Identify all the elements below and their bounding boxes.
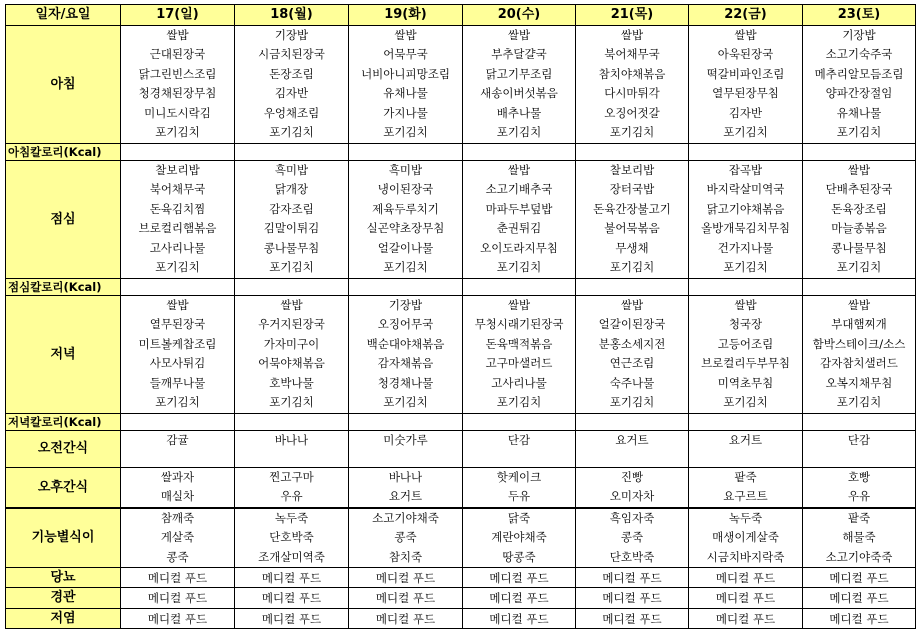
diabetes-cell: 메디컬 푸드 — [349, 568, 463, 588]
menu-item: 냉이된장국 — [377, 182, 434, 197]
menu-item: 가지나물 — [383, 105, 428, 120]
menu-item: 바나나 — [274, 433, 309, 447]
menu-item: 포기김치 — [836, 260, 882, 275]
menu-item: 쌀밥 — [847, 298, 871, 312]
am_snack-cell — [349, 431, 463, 468]
menu-item: 청국장 — [728, 317, 763, 332]
diabetes-cell: 메디컬 푸드 — [803, 568, 916, 588]
calorie-cell — [349, 144, 463, 161]
am-snack-label: 오전간식 — [6, 431, 121, 468]
menu-item: 돈육장조림 — [831, 201, 887, 216]
menu-item: 팥죽 — [734, 470, 757, 484]
menu-item: 청경채나물 — [377, 375, 434, 390]
menu-item: 쌀밥 — [734, 28, 757, 42]
breakfast-calorie-row — [6, 144, 916, 161]
menu-item: 단호박죽 — [609, 549, 655, 564]
menu-item: 사모사튀김 — [149, 356, 206, 371]
menu-item: 포기김치 — [609, 395, 655, 410]
menu-item: 요구르트 — [723, 489, 768, 504]
calorie-cell — [235, 144, 349, 161]
pm-snack-row — [6, 468, 916, 508]
menu-item: 요거트 — [388, 489, 423, 504]
menu-item: 고등어조림 — [717, 336, 774, 351]
header-row — [6, 5, 916, 26]
menu-item: 실곤약초장무침 — [366, 221, 445, 236]
menu-item: 분홍소세지전 — [598, 336, 666, 351]
menu-item: 팥죽 — [847, 510, 871, 525]
am_snack-cell — [803, 431, 916, 468]
menu-item: 콩죽 — [166, 549, 189, 564]
menu-item: 부추달걀국 — [491, 47, 547, 62]
calorie-cell — [803, 414, 916, 431]
menu-item: 매실차 — [160, 489, 195, 504]
calorie-cell — [803, 279, 916, 296]
menu-item: 돈장조림 — [269, 66, 314, 81]
menu-item: 닭고기야채볶음 — [706, 201, 785, 216]
special-cell — [121, 508, 235, 568]
pm-snack-label: 오후간식 — [6, 468, 121, 508]
menu-item: 가자미구이 — [263, 336, 320, 351]
menu-item: 고사리나물 — [491, 375, 547, 390]
menu-item: 아욱된장국 — [717, 47, 774, 62]
special-cell — [803, 508, 916, 568]
low_salt-cell: 메디컬 푸드 — [349, 608, 463, 628]
menu-item: 들깨무나물 — [149, 375, 206, 390]
menu-item: 김말이튀김 — [263, 221, 320, 236]
menu-item: 기장밥 — [274, 28, 309, 42]
pm_snack-cell — [689, 468, 803, 508]
menu-item: 얼갈이된장국 — [598, 317, 666, 332]
special-cell — [689, 508, 803, 568]
tube-cell: 메디컬 푸드 — [803, 588, 916, 608]
menu-item: 포기김치 — [155, 125, 200, 140]
menu-item: 소고기야채죽 — [372, 510, 439, 525]
header-corner: 일자/요일 — [6, 5, 121, 26]
menu-item: 무생채 — [615, 240, 649, 255]
menu-item: 녹두죽 — [728, 510, 763, 525]
dinner-cell — [349, 296, 463, 414]
menu-item: 쌀과자 — [160, 470, 195, 484]
menu-item: 새송이버섯볶음 — [480, 86, 558, 101]
menu-item: 참깨죽 — [160, 510, 195, 525]
lunch-cell — [349, 161, 463, 279]
menu-item: 두유 — [507, 489, 531, 504]
menu-item: 쌀밥 — [394, 28, 417, 42]
menu-item: 감자참치샐러드 — [820, 356, 898, 371]
pm_snack-cell — [576, 468, 689, 508]
menu-item: 김자반 — [728, 105, 763, 120]
menu-item: 고구마샐러드 — [485, 356, 553, 371]
breakfast-calorie-label: 아침칼로리(Kcal) — [6, 144, 121, 161]
menu-item: 소고기야죽죽 — [825, 549, 893, 564]
dinner-calorie-row — [6, 414, 916, 431]
menu-item: 포기김치 — [383, 260, 428, 275]
menu-item: 오이도라지무침 — [480, 240, 558, 255]
lunch-cell — [576, 161, 689, 279]
menu-item: 참치야채볶음 — [598, 66, 666, 81]
low_salt-cell: 메디컬 푸드 — [803, 608, 916, 628]
breakfast-label: 아침 — [6, 26, 121, 144]
menu-item: 떡갈비파인조림 — [706, 66, 785, 81]
calorie-cell — [235, 414, 349, 431]
menu-item: 바지락살미역국 — [706, 182, 785, 197]
menu-item: 포기김치 — [723, 395, 768, 410]
breakfast-cell — [349, 26, 463, 144]
special-cell — [349, 508, 463, 568]
menu-item: 계란야채죽 — [491, 530, 547, 545]
menu-item: 미니도시락김 — [144, 105, 211, 120]
menu-item: 열무된장국 — [149, 317, 206, 332]
menu-item: 쌀밥 — [507, 28, 531, 42]
menu-item: 호박나물 — [269, 375, 314, 390]
menu-item: 북어채무국 — [604, 47, 660, 62]
low_salt-cell: 메디컬 푸드 — [576, 608, 689, 628]
calorie-cell — [463, 144, 576, 161]
menu-item: 요거트 — [728, 433, 763, 447]
menu-item: 불어묵볶음 — [604, 221, 660, 236]
breakfast-cell — [689, 26, 803, 144]
dinner-cell — [463, 296, 576, 414]
tube-feeding-label: 경관 — [6, 588, 121, 608]
menu-item: 시금치바지락죽 — [706, 549, 785, 564]
menu-item: 단감 — [507, 433, 531, 447]
menu-item: 얼갈이나물 — [377, 240, 434, 255]
menu-item: 흑미밥 — [388, 163, 423, 177]
lunch-label: 점심 — [6, 161, 121, 279]
diabetes-cell: 메디컬 푸드 — [689, 568, 803, 588]
menu-item: 오복지채무침 — [825, 375, 893, 390]
calorie-cell — [121, 414, 235, 431]
lunch-row — [6, 161, 916, 279]
menu-item: 조개살미역죽 — [258, 549, 325, 564]
pm_snack-cell — [349, 468, 463, 508]
menu-item: 건가지나물 — [717, 240, 774, 255]
menu-item: 브로컬리두부무침 — [701, 356, 790, 371]
menu-item: 오징어무국 — [377, 317, 434, 332]
menu-item: 포기김치 — [836, 395, 882, 410]
special-cell — [235, 508, 349, 568]
lunch-calorie-label: 점심칼로리(Kcal) — [6, 279, 121, 296]
menu-item: 열무된장무침 — [712, 86, 779, 101]
menu-item: 장터국밥 — [609, 182, 655, 197]
menu-item: 단감 — [847, 433, 871, 447]
menu-item: 흑미밥 — [274, 163, 309, 177]
dinner-cell — [689, 296, 803, 414]
menu-item: 닭개장 — [274, 182, 309, 197]
menu-item: 포기김치 — [269, 395, 314, 410]
calorie-cell — [689, 144, 803, 161]
calorie-cell — [121, 279, 235, 296]
dinner-cell — [235, 296, 349, 414]
menu-item: 무청시래기된장국 — [474, 317, 564, 332]
low_salt-cell: 메디컬 푸드 — [121, 608, 235, 628]
menu-item: 포기김치 — [155, 260, 200, 275]
menu-item: 소고기배추국 — [485, 182, 553, 197]
low_salt-cell: 메디컬 푸드 — [235, 608, 349, 628]
calorie-cell — [576, 144, 689, 161]
menu-item: 춘권튀김 — [496, 221, 542, 236]
menu-item: 포기김치 — [383, 125, 428, 140]
diabetes-cell: 메디컬 푸드 — [121, 568, 235, 588]
menu-item: 양파간장절임 — [825, 86, 893, 101]
day-header: 18(월) — [235, 5, 349, 26]
menu-item: 콩나물무침 — [831, 240, 887, 255]
menu-item: 매생이게살죽 — [712, 530, 779, 545]
diabetes-cell: 메디컬 푸드 — [463, 568, 576, 588]
menu-item: 단호박죽 — [269, 530, 314, 545]
menu-item: 포기김치 — [723, 260, 768, 275]
menu-item: 유채나물 — [383, 86, 428, 101]
menu-item: 근대된장국 — [149, 47, 206, 62]
menu-item: 메추리알모듬조림 — [814, 66, 904, 81]
menu-item: 쌀밥 — [734, 298, 757, 312]
menu-item: 쌀밥 — [280, 298, 303, 312]
menu-item: 돈육간장불고기 — [593, 201, 671, 216]
menu-item: 포기김치 — [155, 395, 200, 410]
day-header: 23(토) — [803, 5, 916, 26]
am_snack-cell — [576, 431, 689, 468]
dinner-cell — [803, 296, 916, 414]
menu-item: 유채나물 — [836, 105, 882, 120]
calorie-cell — [235, 279, 349, 296]
calorie-cell — [803, 144, 916, 161]
am_snack-cell — [463, 431, 576, 468]
breakfast-cell — [463, 26, 576, 144]
menu-item: 부대햄찌개 — [831, 317, 887, 332]
low_salt-cell: 메디컬 푸드 — [689, 608, 803, 628]
menu-item: 핫케이크 — [496, 470, 542, 484]
menu-item: 고사리나물 — [149, 240, 206, 255]
menu-item: 포기김치 — [609, 125, 655, 140]
menu-item: 포기김치 — [383, 395, 428, 410]
weekly-meal-table — [5, 4, 916, 629]
menu-item: 마파두부덮밥 — [485, 201, 553, 216]
menu-item: 기장밥 — [388, 298, 423, 312]
menu-item: 포기김치 — [269, 260, 314, 275]
menu-item: 콩죽 — [394, 530, 417, 545]
menu-item: 게살죽 — [160, 530, 195, 545]
menu-item: 단배추된장국 — [825, 182, 893, 197]
menu-item: 요거트 — [615, 433, 649, 447]
breakfast-cell — [576, 26, 689, 144]
low_salt-cell: 메디컬 푸드 — [463, 608, 576, 628]
menu-item: 브로컬리햄볶음 — [138, 221, 217, 236]
menu-item: 다시마튀각 — [604, 86, 660, 101]
menu-item: 흑임자죽 — [609, 510, 655, 525]
menu-item: 배추나물 — [496, 105, 542, 120]
menu-item: 돈육김치찜 — [149, 201, 206, 216]
special-cell — [463, 508, 576, 568]
menu-item: 포기김치 — [496, 260, 542, 275]
breakfast-cell — [235, 26, 349, 144]
dinner-label: 저녁 — [6, 296, 121, 414]
menu-item: 쌀밥 — [507, 163, 531, 177]
menu-item: 시금치된장국 — [258, 47, 325, 62]
menu-item: 닭그린빈스조림 — [138, 66, 217, 81]
menu-item: 함박스테이크/소스 — [812, 336, 906, 351]
menu-item: 미트볼케찹조림 — [138, 336, 217, 351]
day-header: 17(일) — [121, 5, 235, 26]
calorie-cell — [689, 414, 803, 431]
menu-item: 호빵 — [847, 470, 871, 484]
pm_snack-cell — [235, 468, 349, 508]
menu-item: 미역초무침 — [717, 375, 774, 390]
day-header: 22(금) — [689, 5, 803, 26]
menu-item: 쌀밥 — [620, 28, 644, 42]
menu-item: 바나나 — [388, 470, 423, 484]
am_snack-cell — [689, 431, 803, 468]
calorie-cell — [576, 414, 689, 431]
am_snack-cell — [121, 431, 235, 468]
diabetes-cell: 메디컬 푸드 — [235, 568, 349, 588]
low-salt-label: 저염 — [6, 608, 121, 628]
menu-item: 참치죽 — [388, 549, 423, 564]
dinner-cell — [576, 296, 689, 414]
breakfast-row — [6, 26, 916, 144]
menu-item: 쌀밥 — [507, 298, 531, 312]
menu-item: 닭고기무조림 — [485, 66, 553, 81]
menu-item: 콩죽 — [620, 530, 644, 545]
lunch-cell — [803, 161, 916, 279]
menu-item: 쌀밥 — [847, 163, 871, 177]
meal-table-wrapper — [5, 4, 916, 629]
menu-item: 미숫가루 — [383, 433, 428, 447]
menu-item: 포기김치 — [269, 125, 314, 140]
special-diet-row — [6, 508, 916, 568]
menu-item: 포기김치 — [609, 260, 655, 275]
menu-item: 우유 — [280, 489, 303, 504]
menu-item: 너비아니피망조림 — [361, 66, 450, 81]
special-cell — [576, 508, 689, 568]
pm_snack-cell — [463, 468, 576, 508]
menu-item: 우유 — [847, 489, 871, 504]
day-header: 19(화) — [349, 5, 463, 26]
tube-cell: 메디컬 푸드 — [576, 588, 689, 608]
menu-item: 찐고구마 — [269, 470, 314, 484]
tube-feeding-row — [6, 588, 916, 608]
day-header: 21(목) — [576, 5, 689, 26]
menu-item: 오미자차 — [609, 489, 655, 504]
day-header: 20(수) — [463, 5, 576, 26]
menu-item: 올방개묵김치무침 — [701, 221, 790, 236]
menu-item: 마늘종볶음 — [831, 221, 887, 236]
menu-item: 닭죽 — [507, 510, 531, 525]
menu-item: 연근조림 — [609, 356, 655, 371]
menu-item: 잡곡밥 — [728, 163, 763, 177]
calorie-cell — [349, 414, 463, 431]
menu-item: 감자채볶음 — [377, 356, 434, 371]
calorie-cell — [463, 414, 576, 431]
menu-item: 포기김치 — [723, 125, 768, 140]
special-diet-label: 기능별식이 — [6, 508, 121, 568]
breakfast-cell — [803, 26, 916, 144]
tube-cell: 메디컬 푸드 — [349, 588, 463, 608]
menu-item: 쌀밥 — [620, 298, 644, 312]
menu-item: 콩나물무침 — [263, 240, 320, 255]
menu-item: 땅콩죽 — [502, 549, 536, 564]
calorie-cell — [689, 279, 803, 296]
calorie-cell — [121, 144, 235, 161]
menu-item: 돈육맥적볶음 — [485, 336, 553, 351]
lunch-cell — [235, 161, 349, 279]
tube-cell: 메디컬 푸드 — [463, 588, 576, 608]
menu-item: 숙주나물 — [609, 375, 655, 390]
menu-item: 쌀밥 — [166, 298, 189, 312]
menu-item: 어묵무국 — [383, 47, 428, 62]
tube-cell: 메디컬 푸드 — [689, 588, 803, 608]
menu-item: 녹두죽 — [274, 510, 309, 525]
menu-item: 우엉채조림 — [263, 105, 320, 120]
menu-item: 해물죽 — [842, 530, 876, 545]
am-snack-row — [6, 431, 916, 468]
menu-item: 북어채무국 — [149, 182, 206, 197]
menu-item: 우거지된장국 — [258, 317, 325, 332]
menu-item: 기장밥 — [842, 28, 876, 42]
menu-item: 포기김치 — [496, 125, 542, 140]
menu-item: 감자조림 — [269, 201, 314, 216]
menu-item: 포기김치 — [836, 125, 882, 140]
lunch-cell — [689, 161, 803, 279]
diabetes-cell: 메디컬 푸드 — [576, 568, 689, 588]
menu-item: 찰보리밥 — [609, 163, 655, 177]
menu-item: 감귤 — [166, 433, 189, 447]
dinner-cell — [121, 296, 235, 414]
menu-item: 제육두루치기 — [372, 201, 439, 216]
diabetes-label: 당뇨 — [6, 568, 121, 588]
pm_snack-cell — [121, 468, 235, 508]
menu-item: 포기김치 — [496, 395, 542, 410]
menu-item: 청경채된장무침 — [138, 86, 217, 101]
menu-item: 김자반 — [274, 86, 309, 101]
am_snack-cell — [235, 431, 349, 468]
dinner-row — [6, 296, 916, 414]
menu-item: 백순대야채볶음 — [366, 336, 445, 351]
diabetes-row — [6, 568, 916, 588]
calorie-cell — [349, 279, 463, 296]
low-salt-row — [6, 608, 916, 628]
menu-item: 소고기숙주국 — [825, 47, 893, 62]
menu-item: 진빵 — [620, 470, 644, 484]
pm_snack-cell — [803, 468, 916, 508]
calorie-cell — [463, 279, 576, 296]
tube-cell: 메디컬 푸드 — [121, 588, 235, 608]
menu-item: 찰보리밥 — [155, 163, 200, 177]
menu-item: 쌀밥 — [166, 28, 189, 42]
lunch-calorie-row — [6, 279, 916, 296]
tube-cell: 메디컬 푸드 — [235, 588, 349, 608]
lunch-cell — [463, 161, 576, 279]
breakfast-cell — [121, 26, 235, 144]
menu-item: 어묵야채볶음 — [258, 356, 325, 371]
lunch-cell — [121, 161, 235, 279]
menu-item: 오징어젓갈 — [604, 105, 660, 120]
dinner-calorie-label: 저녁칼로리(Kcal) — [6, 414, 121, 431]
calorie-cell — [576, 279, 689, 296]
